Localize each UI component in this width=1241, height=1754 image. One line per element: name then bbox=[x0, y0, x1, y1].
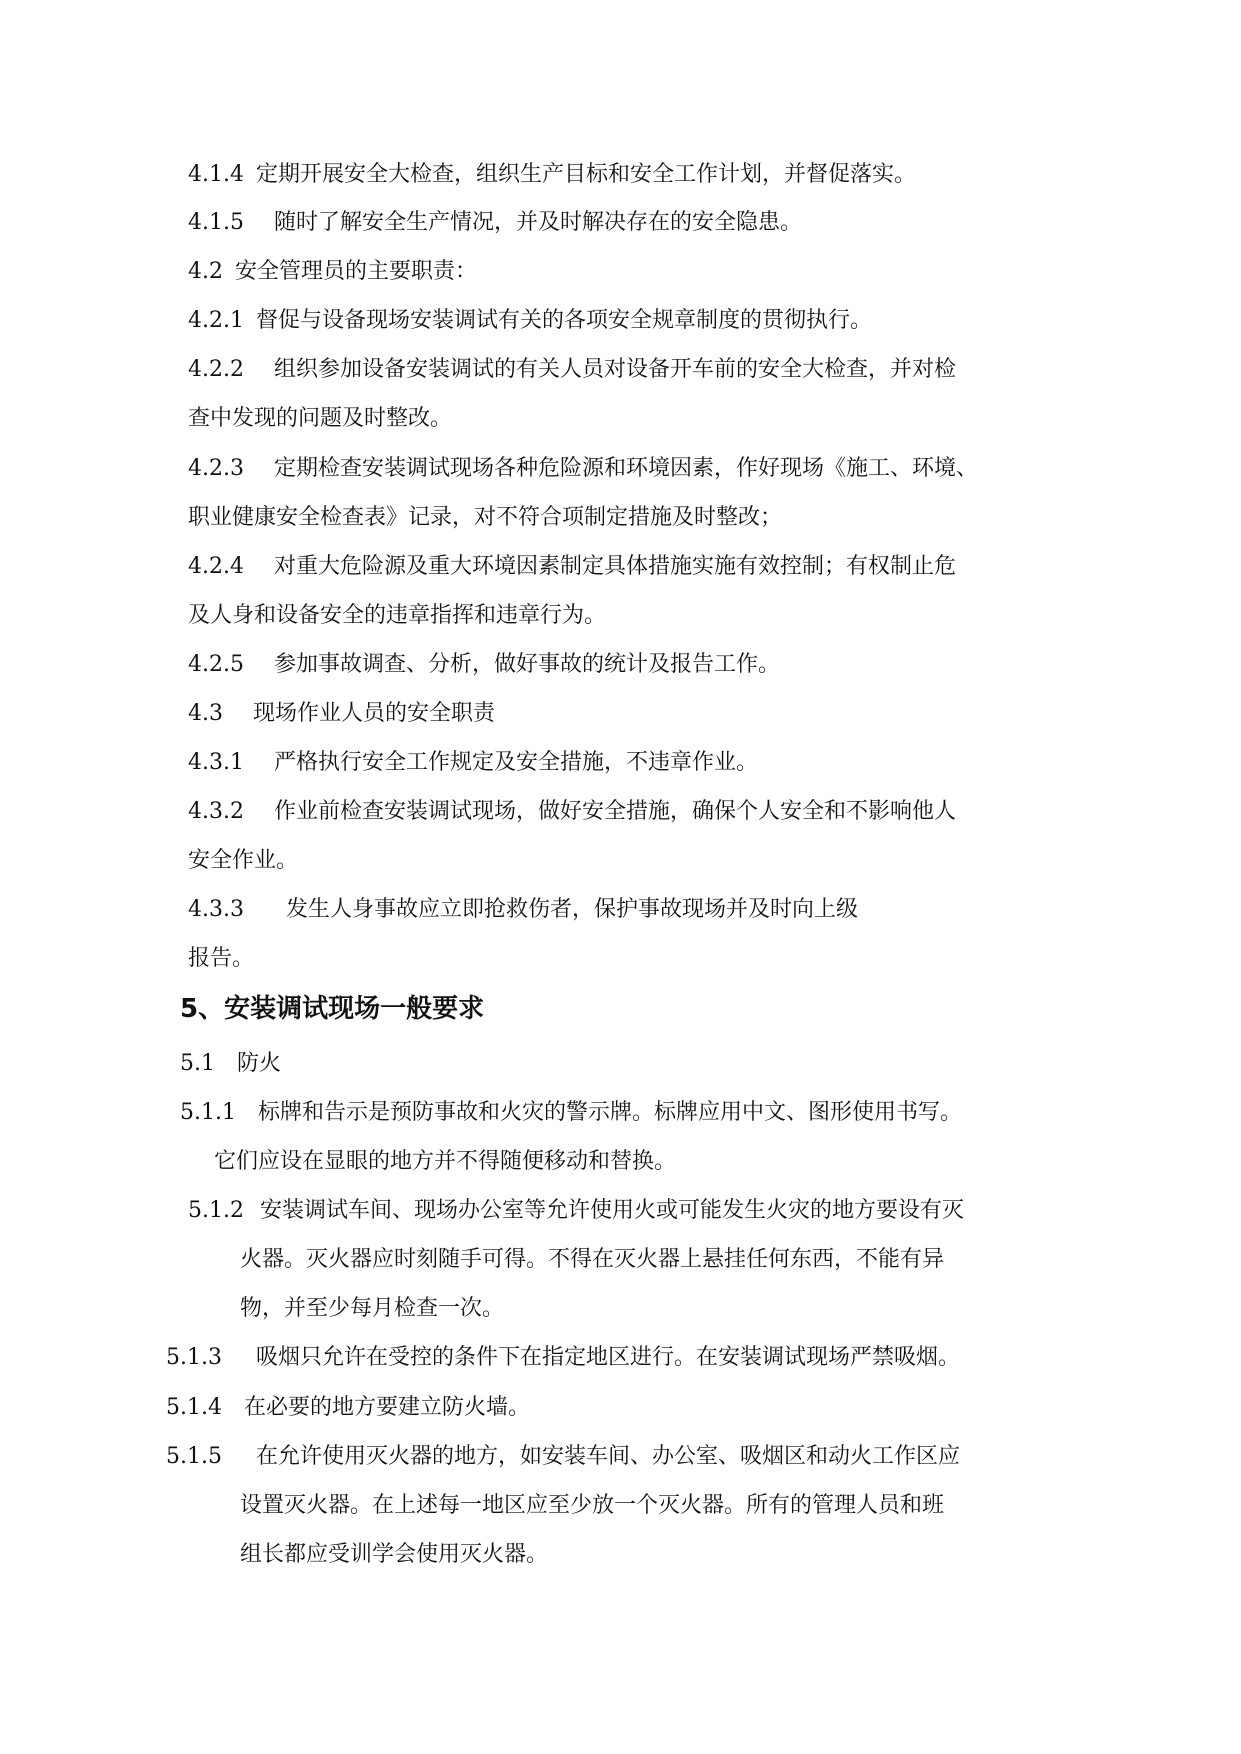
clause-text: 防火 bbox=[237, 1051, 282, 1076]
clause-4-3-2-line-2 bbox=[188, 846, 298, 876]
clause-text: 督促与设备现场安装调试有关的各项安全规章制度的贯彻执行。 bbox=[255, 308, 872, 333]
clause-4-2-4-line-1 bbox=[188, 552, 956, 582]
clause-number: 4.3.2 bbox=[188, 799, 244, 824]
clause-text: 严格执行安全工作规定及安全措施，不违章作业。 bbox=[273, 750, 758, 775]
clause-text: 物，并至少每月检查一次。 bbox=[240, 1296, 505, 1321]
clause-number: 4.2.5 bbox=[188, 652, 244, 677]
section-heading: 5、安装调试现场一般要求 bbox=[180, 994, 485, 1024]
clause-number: 4.2 bbox=[188, 259, 223, 284]
clause-number: 4.3.1 bbox=[188, 750, 244, 775]
clause-5-1-2-line-3 bbox=[240, 1294, 504, 1324]
clause-4-3 bbox=[188, 699, 495, 729]
clause-text: 在允许使用灭火器的地方，如安装车间、办公室、吸烟区和动火工作区应 bbox=[255, 1444, 960, 1469]
clause-text: 定期检查安装调试现场各种危险源和环境因素，作好现场《施工、环境、 bbox=[273, 456, 978, 481]
clause-text: 报告。 bbox=[188, 946, 255, 971]
clause-4-2-1 bbox=[188, 306, 872, 336]
clause-number: 5.1.4 bbox=[166, 1395, 222, 1420]
clause-text: 组织参加设备安装调试的有关人员对设备开车前的安全大检查，并对检 bbox=[273, 357, 956, 382]
clause-4-3-2-line-1 bbox=[188, 797, 956, 827]
clause-number: 4.2.2 bbox=[188, 357, 244, 382]
clause-4-3-3-line-1 bbox=[188, 895, 858, 925]
clause-text: 组长都应受训学会使用灭火器。 bbox=[240, 1542, 549, 1567]
clause-text: 对重大危险源及重大环境因素制定具体措施实施有效控制；有权制止危 bbox=[273, 554, 956, 579]
clause-text: 作业前检查安装调试现场，做好安全措施，确保个人安全和不影响他人 bbox=[273, 799, 956, 824]
clause-number: 4.2.4 bbox=[188, 554, 244, 579]
clause-4-2-2-line-2 bbox=[188, 404, 452, 434]
clause-5-1-4 bbox=[166, 1393, 530, 1423]
clause-number: 5.1.2 bbox=[188, 1198, 244, 1223]
clause-4-2-4-line-2 bbox=[188, 601, 606, 631]
clause-5-1-5-line-2 bbox=[240, 1491, 944, 1521]
clause-text: 及人身和设备安全的违章指挥和违章行为。 bbox=[188, 603, 607, 628]
clause-text: 随时了解安全生产情况，并及时解决存在的安全隐患。 bbox=[273, 210, 802, 235]
clause-number: 4.1.4 bbox=[188, 162, 244, 187]
clause-4-3-3-line-2 bbox=[188, 944, 254, 974]
clause-number: 4.3 bbox=[188, 701, 223, 726]
clause-5-1 bbox=[180, 1049, 281, 1079]
clause-text: 它们应设在显眼的地方并不得随便移动和替换。 bbox=[214, 1149, 677, 1174]
clause-text: 定期开展安全大检查，组织生产目标和安全工作计划，并督促落实。 bbox=[255, 162, 916, 187]
clause-5-1-5-line-3 bbox=[240, 1540, 548, 1570]
clause-5-1-1-line-1 bbox=[180, 1098, 962, 1128]
clause-text: 现场作业人员的安全职责 bbox=[253, 701, 496, 726]
clause-text: 吸烟只允许在受控的条件下在指定地区进行。在安装调试现场严禁吸烟。 bbox=[255, 1345, 960, 1370]
clause-text: 安装调试车间、现场办公室等允许使用火或可能发生火灾的地方要设有灭 bbox=[259, 1198, 964, 1223]
clause-4-1-4 bbox=[188, 160, 916, 190]
clause-5-1-2-line-1 bbox=[188, 1196, 964, 1226]
clause-number: 4.3.3 bbox=[188, 897, 244, 922]
clause-number: 5.1.5 bbox=[166, 1444, 222, 1469]
clause-number: 5.1 bbox=[180, 1051, 215, 1076]
clause-text: 设置灭火器。在上述每一地区应至少放一个灭火器。所有的管理人员和班 bbox=[240, 1493, 945, 1518]
clause-number: 5.1.1 bbox=[180, 1100, 236, 1125]
clause-number: 5.1.3 bbox=[166, 1345, 222, 1370]
clause-text: 参加事故调查、分析，做好事故的统计及报告工作。 bbox=[273, 652, 780, 677]
clause-text: 安全管理员的主要职责： bbox=[235, 259, 478, 284]
clause-4-1-5 bbox=[188, 208, 802, 238]
clause-text: 在必要的地方要建立防火墙。 bbox=[243, 1395, 530, 1420]
clause-number: 4.2.1 bbox=[188, 308, 244, 333]
clause-text: 职业健康安全检查表》记录，对不符合项制定措施及时整改； bbox=[188, 505, 783, 530]
clause-4-2-3-line-2 bbox=[188, 503, 782, 533]
clause-number: 4.2.3 bbox=[188, 456, 244, 481]
clause-text: 安全作业。 bbox=[188, 848, 299, 873]
clause-5-1-5-line-1 bbox=[166, 1442, 960, 1472]
clause-4-2-5 bbox=[188, 650, 780, 680]
clause-5-1-2-line-2 bbox=[240, 1245, 944, 1275]
clause-4-2-3-line-1 bbox=[188, 454, 978, 484]
clause-text: 标牌和告示是预防事故和火灾的警示牌。标牌应用中文、图形使用书写。 bbox=[257, 1100, 962, 1125]
clause-number: 4.1.5 bbox=[188, 210, 244, 235]
clause-text: 发生人身事故应立即抢救伤者，保护事故现场并及时向上级 bbox=[285, 897, 858, 922]
clause-4-2-2-line-1 bbox=[188, 355, 956, 385]
clause-text: 查中发现的问题及时整改。 bbox=[188, 406, 453, 431]
clause-4-3-1 bbox=[188, 748, 758, 778]
clause-text: 火器。灭火器应时刻随手可得。不得在灭火器上悬挂任何东西，不能有异 bbox=[240, 1247, 945, 1272]
clause-5-1-3 bbox=[166, 1343, 960, 1373]
clause-5-1-1-line-2 bbox=[214, 1147, 676, 1177]
clause-4-2 bbox=[188, 257, 477, 287]
